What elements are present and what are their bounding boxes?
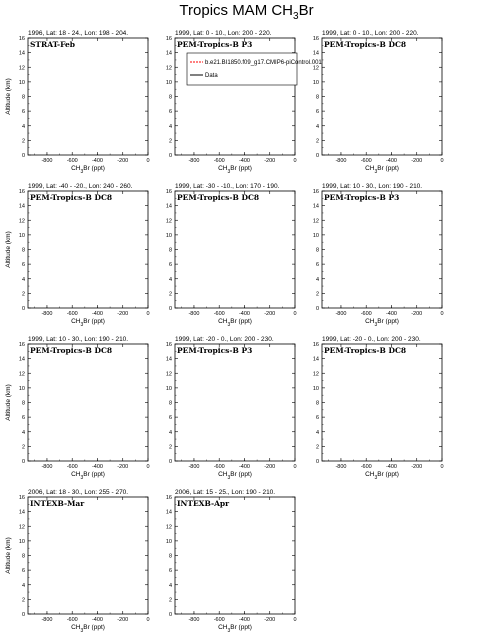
- y-tick-label: 8: [21, 94, 25, 101]
- panel-header: 1999, Lat: -20 - 0., Lon: 200 - 230.: [322, 336, 421, 343]
- x-tick-label: -600: [213, 464, 225, 470]
- y-tick-label: 10: [165, 385, 172, 392]
- x-tick-label: -200: [264, 617, 276, 623]
- x-axis-label: $CH_3Br$ (ppt): [365, 165, 399, 175]
- x-tick-label: -400: [91, 464, 103, 470]
- y-tick-label: 14: [165, 356, 172, 363]
- y-tick-label: 14: [18, 356, 25, 363]
- panel-11: [166, 489, 297, 634]
- x-tick-label: -200: [264, 464, 276, 470]
- y-tick-label: 4: [315, 429, 319, 436]
- y-tick-label: 10: [165, 79, 172, 86]
- x-tick-label: -200: [117, 158, 129, 164]
- legend-box: [187, 53, 297, 85]
- y-tick-label: 4: [168, 429, 172, 436]
- x-tick-label: 0: [440, 158, 444, 164]
- panel-header: 1999, Lat: -30 - -10., Lon: 170 - 190.: [175, 183, 280, 190]
- x-tick-label: 0: [146, 617, 150, 623]
- panel-title: INTEXB-Mar: [30, 499, 85, 508]
- y-tick-label: 12: [312, 371, 319, 378]
- legend-entry-label: b.e21.BI1850.f09_g17.CMIP6-piControl.001: [205, 60, 322, 66]
- plot-frame: [28, 497, 148, 614]
- panel-title: PEM-Tropics-B P3: [177, 346, 253, 355]
- x-axis-label: $CH_3Br$ (ppt): [218, 318, 252, 328]
- legend: [187, 50, 322, 85]
- x-tick-label: -200: [411, 311, 423, 317]
- y-tick-label: 16: [18, 342, 25, 348]
- x-tick-label: -200: [411, 158, 423, 164]
- legend-entry-label: Data: [205, 73, 218, 79]
- x-tick-label: 0: [293, 464, 297, 470]
- panel-header: 1999, Lat: 0 - 10., Lon: 200 - 220.: [175, 30, 272, 37]
- panel-7: [5, 336, 150, 481]
- x-axis-label: $CH_3Br$ (ppt): [365, 471, 399, 481]
- y-tick-label: 8: [168, 94, 172, 101]
- y-tick-label: 0: [315, 459, 319, 465]
- y-axis-label: Altitude (km): [5, 78, 12, 115]
- x-tick-label: -200: [117, 464, 129, 470]
- y-tick-label: 0: [168, 612, 172, 618]
- y-tick-label: 10: [18, 385, 25, 392]
- y-tick-label: 8: [21, 400, 25, 407]
- x-tick-label: -600: [360, 311, 372, 317]
- y-tick-label: 10: [165, 538, 172, 545]
- y-axis-label: Altitude (km): [5, 537, 12, 574]
- y-tick-label: 12: [18, 524, 25, 531]
- plot-frame: [28, 191, 148, 308]
- panel-3: [313, 30, 444, 175]
- panel-9: [313, 336, 444, 481]
- x-tick-label: -800: [188, 464, 200, 470]
- x-tick-label: -800: [41, 464, 53, 470]
- y-tick-label: 6: [168, 568, 172, 575]
- x-axis-label: $CH_3Br$ (ppt): [71, 165, 105, 175]
- panel-title: PEM-Tropics-B DC8: [324, 346, 407, 355]
- y-tick-label: 0: [168, 153, 172, 159]
- x-tick-label: -800: [41, 617, 53, 623]
- y-tick-label: 2: [315, 444, 319, 451]
- x-tick-label: -800: [335, 311, 347, 317]
- panel-header: 1999, Lat: -40 - -20., Lon: 240 - 260.: [28, 183, 133, 190]
- x-axis-label: $CH_3Br$ (ppt): [71, 471, 105, 481]
- panel-8: [166, 336, 297, 481]
- x-tick-label: -200: [117, 311, 129, 317]
- x-tick-label: -600: [213, 617, 225, 623]
- y-tick-label: 0: [315, 306, 319, 312]
- y-tick-label: 10: [18, 538, 25, 545]
- x-tick-label: -400: [385, 464, 397, 470]
- y-tick-label: 6: [315, 415, 319, 422]
- y-tick-label: 12: [165, 218, 172, 225]
- y-tick-label: 8: [21, 247, 25, 254]
- y-tick-label: 4: [21, 123, 25, 130]
- y-tick-label: 10: [312, 385, 319, 392]
- x-tick-label: -400: [385, 158, 397, 164]
- y-tick-label: 6: [21, 568, 25, 575]
- y-tick-label: 8: [315, 247, 319, 254]
- y-tick-label: 12: [312, 65, 319, 72]
- x-axis-label: $CH_3Br$ (ppt): [71, 318, 105, 328]
- panel-title: INTEXB-Apr: [177, 499, 230, 508]
- x-tick-label: 0: [146, 311, 150, 317]
- y-tick-label: 16: [312, 342, 319, 348]
- y-tick-label: 2: [168, 597, 172, 604]
- x-tick-label: 0: [146, 158, 150, 164]
- panel-title: PEM-Tropics-B P3: [324, 193, 400, 202]
- panel-title: PEM-Tropics-B DC8: [177, 193, 260, 202]
- x-axis-label: $CH_3Br$ (ppt): [71, 624, 105, 634]
- x-tick-label: -200: [411, 464, 423, 470]
- y-tick-label: 0: [168, 306, 172, 312]
- plot-frame: [28, 344, 148, 461]
- y-tick-label: 14: [165, 50, 172, 57]
- x-tick-label: -400: [238, 464, 250, 470]
- y-tick-label: 4: [168, 123, 172, 130]
- y-tick-label: 16: [18, 495, 25, 501]
- x-tick-label: -200: [264, 158, 276, 164]
- panel-header: 1999, Lat: 10 - 30., Lon: 190 - 210.: [28, 336, 129, 343]
- y-tick-label: 8: [315, 400, 319, 407]
- y-tick-label: 8: [168, 400, 172, 407]
- panel-header: 2006, Lat: 18 - 30., Lon: 255 - 270.: [28, 489, 129, 496]
- plot-frame: [28, 38, 148, 155]
- x-tick-label: -400: [91, 311, 103, 317]
- panel-4: [5, 183, 150, 328]
- y-tick-label: 14: [312, 203, 319, 210]
- panel-1: [5, 30, 150, 175]
- y-tick-label: 4: [21, 429, 25, 436]
- x-tick-label: -800: [41, 311, 53, 317]
- plot-frame: [322, 38, 442, 155]
- y-tick-label: 6: [168, 109, 172, 116]
- y-tick-label: 16: [18, 189, 25, 195]
- y-tick-label: 6: [315, 109, 319, 116]
- y-tick-label: 6: [21, 109, 25, 116]
- x-tick-label: -400: [238, 311, 250, 317]
- panel-2: [166, 30, 323, 175]
- x-tick-label: -600: [213, 158, 225, 164]
- y-tick-label: 12: [312, 218, 319, 225]
- x-tick-label: -800: [188, 158, 200, 164]
- y-tick-label: 0: [21, 306, 25, 312]
- y-tick-label: 16: [18, 36, 25, 42]
- x-tick-label: 0: [293, 617, 297, 623]
- x-axis-label: $CH_3Br$ (ppt): [218, 165, 252, 175]
- y-tick-label: 14: [18, 50, 25, 57]
- x-tick-label: 0: [146, 464, 150, 470]
- y-tick-label: 14: [165, 509, 172, 516]
- y-tick-label: 4: [21, 276, 25, 283]
- x-tick-label: -800: [335, 158, 347, 164]
- page-title: Tropics MAM $CH_3Br$: [179, 2, 314, 22]
- x-tick-label: -800: [188, 311, 200, 317]
- y-tick-label: 2: [168, 138, 172, 145]
- y-tick-label: 12: [18, 218, 25, 225]
- y-tick-label: 8: [315, 94, 319, 101]
- plot-frame: [175, 191, 295, 308]
- x-tick-label: -600: [213, 311, 225, 317]
- x-tick-label: 0: [440, 464, 444, 470]
- y-tick-label: 14: [312, 356, 319, 363]
- plot-frame: [322, 191, 442, 308]
- y-tick-label: 4: [315, 123, 319, 130]
- y-tick-label: 2: [21, 444, 25, 451]
- y-tick-label: 14: [18, 509, 25, 516]
- panel-header: 1999, Lat: -20 - 0., Lon: 200 - 230.: [175, 336, 274, 343]
- y-tick-label: 12: [18, 65, 25, 72]
- y-tick-label: 12: [165, 371, 172, 378]
- y-tick-label: 10: [312, 232, 319, 239]
- y-tick-label: 2: [315, 138, 319, 145]
- y-axis-label: Altitude (km): [5, 384, 12, 421]
- y-tick-label: 12: [18, 371, 25, 378]
- y-tick-label: 16: [312, 36, 319, 42]
- x-tick-label: -400: [385, 311, 397, 317]
- x-tick-label: 0: [293, 158, 297, 164]
- x-tick-label: -400: [91, 158, 103, 164]
- y-tick-label: 0: [21, 153, 25, 159]
- panel-header: 2006, Lat: 15 - 25., Lon: 190 - 210.: [175, 489, 276, 496]
- y-tick-label: 6: [21, 415, 25, 422]
- y-tick-label: 14: [165, 203, 172, 210]
- x-tick-label: -600: [360, 158, 372, 164]
- x-axis-label: $CH_3Br$ (ppt): [218, 471, 252, 481]
- panel-5: [166, 183, 297, 328]
- y-tick-label: 10: [18, 79, 25, 86]
- panel-title: PEM-Tropics-B P3: [177, 40, 253, 49]
- panel-6: [313, 183, 444, 328]
- y-tick-label: 6: [168, 262, 172, 269]
- x-tick-label: -800: [41, 158, 53, 164]
- panel-title: STRAT-Feb: [30, 40, 76, 49]
- panel-header: 1999, Lat: 10 - 30., Lon: 190 - 210.: [322, 183, 423, 190]
- y-tick-label: 0: [168, 459, 172, 465]
- y-tick-label: 4: [168, 276, 172, 283]
- y-tick-label: 6: [315, 262, 319, 269]
- y-tick-label: 0: [21, 612, 25, 618]
- x-tick-label: -600: [66, 464, 78, 470]
- y-tick-label: 2: [168, 444, 172, 451]
- y-tick-label: 0: [21, 459, 25, 465]
- y-tick-label: 6: [21, 262, 25, 269]
- y-tick-label: 2: [168, 291, 172, 298]
- y-tick-label: 16: [165, 495, 172, 501]
- x-tick-label: -600: [66, 158, 78, 164]
- y-tick-label: 10: [312, 79, 319, 86]
- plot-frame: [175, 344, 295, 461]
- x-tick-label: 0: [440, 311, 444, 317]
- x-axis-label: $CH_3Br$ (ppt): [365, 318, 399, 328]
- y-tick-label: 12: [165, 524, 172, 531]
- x-axis-label: $CH_3Br$ (ppt): [218, 624, 252, 634]
- x-tick-label: -200: [117, 617, 129, 623]
- y-axis-label: Altitude (km): [5, 231, 12, 268]
- y-tick-label: 2: [21, 138, 25, 145]
- x-tick-label: -600: [360, 464, 372, 470]
- x-tick-label: 0: [293, 311, 297, 317]
- panel-header: 1999, Lat: 0 - 10., Lon: 200 - 220.: [322, 30, 419, 37]
- y-tick-label: 14: [18, 203, 25, 210]
- y-tick-label: 8: [21, 553, 25, 560]
- y-tick-label: 8: [168, 553, 172, 560]
- y-tick-label: 8: [168, 247, 172, 254]
- panel-title: PEM-Tropics-B DC8: [30, 193, 113, 202]
- x-tick-label: -600: [66, 617, 78, 623]
- y-tick-label: 16: [165, 36, 172, 42]
- x-tick-label: -800: [335, 464, 347, 470]
- x-tick-label: -400: [238, 617, 250, 623]
- panel-title: PEM-Tropics-B DC8: [324, 40, 407, 49]
- y-tick-label: 10: [18, 232, 25, 239]
- plot-frame: [175, 497, 295, 614]
- x-tick-label: -200: [264, 311, 276, 317]
- plot-frame: [322, 344, 442, 461]
- x-tick-label: -800: [188, 617, 200, 623]
- x-tick-label: -400: [238, 158, 250, 164]
- x-tick-label: -400: [91, 617, 103, 623]
- y-tick-label: 16: [312, 189, 319, 195]
- y-tick-label: 2: [21, 597, 25, 604]
- y-tick-label: 2: [21, 291, 25, 298]
- y-tick-label: 2: [315, 291, 319, 298]
- panel-header: 1996, Lat: 18 - 24., Lon: 198 - 204.: [28, 30, 129, 37]
- y-tick-label: 10: [165, 232, 172, 239]
- y-tick-label: 14: [312, 50, 319, 57]
- y-tick-label: 4: [315, 276, 319, 283]
- y-tick-label: 0: [315, 153, 319, 159]
- y-tick-label: 16: [165, 342, 172, 348]
- x-tick-label: -600: [66, 311, 78, 317]
- y-tick-label: 12: [165, 65, 172, 72]
- y-tick-label: 6: [168, 415, 172, 422]
- y-tick-label: 16: [165, 189, 172, 195]
- y-tick-label: 4: [21, 582, 25, 589]
- y-tick-label: 4: [168, 582, 172, 589]
- panel-title: PEM-Tropics-B DC8: [30, 346, 113, 355]
- panel-10: [5, 489, 150, 634]
